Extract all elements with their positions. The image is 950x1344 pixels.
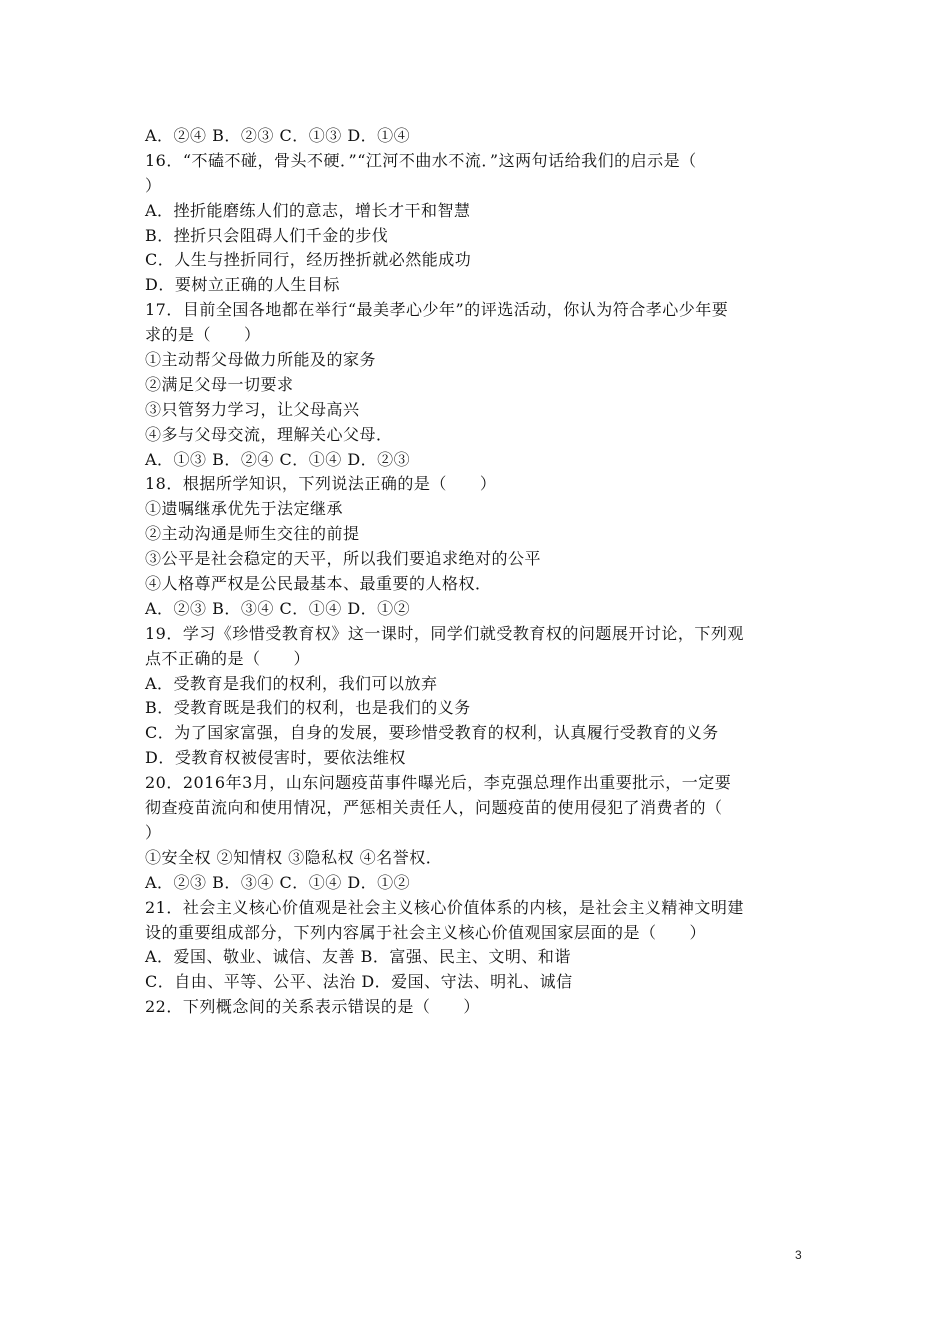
page-number: 3: [795, 1248, 802, 1262]
text-line: 21．社会主义核心价值观是社会主义核心价值体系的内核，是社会主义精神文明建: [145, 897, 744, 917]
text-line: A．受教育是我们的权利，我们可以放弃: [145, 673, 438, 693]
text-line: ③公平是社会稳定的天平，所以我们要追求绝对的公平: [145, 549, 542, 569]
text-line: 彻查疫苗流向和使用情况，严惩相关责任人，问题疫苗的使用侵犯了消费者的（: [145, 798, 723, 818]
text-line: 17．目前全国各地都在举行“最美孝心少年”的评选活动，你认为符合孝心少年要: [145, 300, 729, 320]
text-line: ）: [145, 175, 162, 195]
text-line: 20．2016年3月，山东问题疫苗事件曝光后，李克强总理作出重要批示，一定要: [145, 773, 732, 793]
text-line: ①主动帮父母做力所能及的家务: [145, 350, 377, 370]
text-line: A．①③ B．②④ C．①④ D．②③: [145, 449, 411, 469]
text-line: B．受教育既是我们的权利，也是我们的义务: [145, 698, 471, 718]
text-line: 点不正确的是（ ）: [145, 648, 311, 668]
text-line: 22．下列概念间的关系表示错误的是（ ）: [145, 997, 480, 1017]
text-line: ②满足父母一切要求: [145, 374, 294, 394]
text-line: A．挫折能磨练人们的意志，增长才干和智慧: [145, 200, 471, 220]
text-line: ④人格尊严权是公民最基本、最重要的人格权．: [145, 574, 492, 594]
text-line: B．挫折只会阻碍人们千金的步伐: [145, 225, 389, 245]
text-line: ④多与父母交流，理解关心父母．: [145, 424, 393, 444]
text-line: C．为了国家富强，自身的发展，要珍惜受教育的权利，认真履行受教育的义务: [145, 723, 719, 743]
text-line: A．②③ B．③④ C．①④ D．①②: [145, 872, 411, 892]
text-line: 16．“不磕不碰，骨头不硬．”“江河不曲水不流．”这两句话给我们的启示是（: [145, 150, 697, 170]
text-line: D．受教育权被侵害时，要依法维权: [145, 748, 406, 768]
text-line: 设的重要组成部分，下列内容属于社会主义核心价值观国家层面的是（ ）: [145, 922, 707, 942]
text-line: A．②③ B．③④ C．①④ D．①②: [145, 598, 411, 618]
text-line: 18．根据所学知识，下列说法正确的是（ ）: [145, 474, 497, 494]
text-line: 19．学习《珍惜受教育权》这一课时，同学们就受教育权的问题展开讨论，下列观: [145, 623, 744, 643]
text-line: ③只管努力学习，让父母高兴: [145, 399, 360, 419]
text-line: 求的是（ ）: [145, 325, 261, 345]
text-line: A．②④ B．②③ C．①③ D．①④: [145, 126, 411, 145]
text-line: C．自由、平等、公平、法治 D．爱国、守法、明礼、诚信: [145, 972, 573, 992]
text-line: A．爱国、敬业、诚信、友善 B．富强、民主、文明、和谐: [145, 947, 571, 967]
text-line: ）: [145, 822, 162, 842]
text-line: ①遗嘱继承优先于法定继承: [145, 499, 344, 519]
text-line: ②主动沟通是师生交往的前提: [145, 524, 360, 544]
text-line: D．要树立正确的人生目标: [145, 275, 340, 295]
text-line: C．人生与挫折同行，经历挫折就必然能成功: [145, 250, 472, 270]
question-text: [145, 124, 810, 1020]
text-line: ①安全权 ②知情权 ③隐私权 ④名誉权．: [145, 847, 443, 867]
